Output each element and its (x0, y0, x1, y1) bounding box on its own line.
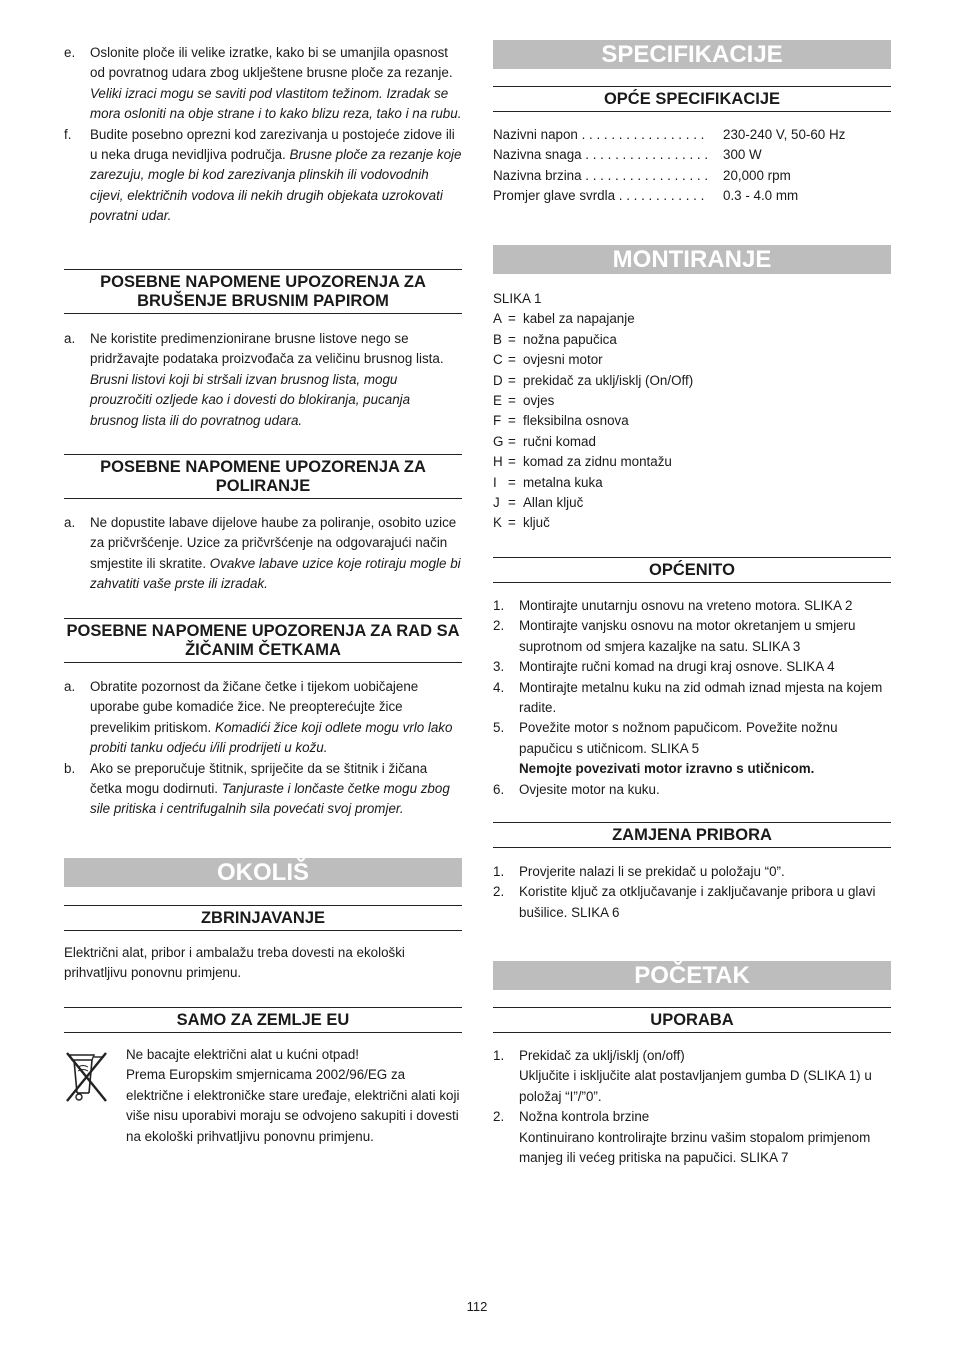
item-text: Ne dopustite labave dijelove haube za poliranje, osobito uzice za pričvršćenje. Uzice za pričvršćenje na odgovarajući način smjestite ili skratite. (90, 515, 457, 571)
item-text: Montirajte unutarnju osnovu na vreteno motora. SLIKA 2 (519, 598, 853, 613)
spec-label: Nazivna snaga . . . . . . . . . . . . . . . . . (493, 147, 709, 163)
equals-sign: = (508, 393, 516, 409)
list-item (493, 882, 891, 923)
key-row (493, 371, 891, 391)
list-item (64, 329, 462, 431)
spec-row (493, 125, 891, 145)
general-specs-heading: OPĆE SPECIFIKACIJE (493, 86, 891, 112)
equals-sign: = (508, 352, 516, 368)
list-item (493, 657, 891, 677)
key-row (493, 350, 891, 370)
use-heading: UPORABA (493, 1007, 891, 1033)
list-item (64, 125, 462, 227)
item-text: Montirajte metalnu kuku na zid odmah iznad mjesta na kojem radite. (519, 679, 883, 716)
spec-label: Nazivni napon . . . . . . . . . . . . . . . . . (493, 127, 705, 142)
list-item (64, 759, 462, 820)
spec-value: 230-240 V, 50-60 Hz (723, 127, 846, 142)
polishing-heading: POSEBNE NAPOMENE UPOZORENJA ZA POLIRANJE (64, 454, 462, 499)
parts-key-list (493, 289, 891, 534)
list-item (493, 780, 891, 800)
list-marker: 3. (493, 659, 505, 675)
general-heading: OPĆENITO (493, 557, 891, 583)
item-text: Montirajte vanjsku osnovu na motor okretanjem u smjeru suprotnom od smjera kazaljke na satu. SLIKA 3 (519, 618, 856, 654)
environment-section-bar: OKOLIŠ (64, 858, 462, 887)
mounting-section-bar: MONTIRANJE (493, 245, 891, 274)
wire-brush-heading: POSEBNE NAPOMENE UPOZORENJA ZA RAD SA ŽIČANIM ČETKAMA (64, 618, 462, 663)
key-letter: C (493, 352, 503, 368)
item-text: Budite posebno oprezni kod zarezivanja u postojeće zidove ili u neka druga nevidljiva područja. (90, 126, 455, 163)
list-marker: 2. (493, 884, 505, 900)
key-description: komad za zidnu montažu (523, 454, 672, 470)
equals-sign: = (508, 515, 516, 531)
item-warning-italic: Tanjuraste i lončaste četke mogu zbog sile pritiska i centrifugalnih sila povećati svoj promjer. (90, 781, 450, 817)
key-description: ovjes (523, 393, 555, 409)
equals-sign: = (508, 311, 516, 327)
key-letter: F (493, 413, 502, 429)
item-warning-italic: Ovakve labave uzice koje rotiraju mogle bi zahvatiti vaše prste ili izradak. (90, 555, 461, 592)
sanding-list (64, 329, 462, 431)
item-text: Povežite motor s nožnom papučicom. Povežite nožnu papučicu s utičnicom. SLIKA 5 (519, 720, 838, 756)
spec-label: Nazivna brzina . . . . . . . . . . . . . . . . . (493, 167, 709, 183)
list-marker: a. (64, 515, 76, 530)
list-item (493, 718, 891, 779)
item-text: Obratite pozornost da žičane četke i tijekom uobičajene uporabe gube komadiće žice. Ne preopterećujte žice prevelikim pritiskom. (90, 679, 419, 735)
intro-list (64, 43, 462, 227)
equals-sign: = (508, 474, 516, 490)
equals-sign: = (508, 372, 516, 388)
key-letter: B (493, 331, 502, 347)
spec-table (493, 125, 891, 207)
spec-row (493, 166, 891, 186)
key-row (493, 493, 891, 513)
list-item (493, 1046, 891, 1107)
item-text: Uključite i isključite alat postavljanjem gumba D (SLIKA 1) u položaj “I”/”0”. (519, 1068, 872, 1104)
key-letter: I (493, 474, 497, 490)
list-marker: 4. (493, 679, 505, 695)
eu-only-heading: SAMO ZA ZEMLJE EU (64, 1007, 462, 1033)
wire-brush-list (64, 677, 462, 820)
use-steps (493, 1046, 891, 1168)
list-item (64, 513, 462, 595)
item-text: Ovjesite motor na kuku. (519, 781, 660, 797)
list-marker: 2. (493, 1109, 505, 1125)
key-description: Allan ključ (523, 495, 584, 511)
list-marker: 1. (493, 864, 505, 879)
specifications-section-bar: SPECIFIKACIJE (493, 40, 891, 69)
key-description: ključ (523, 515, 550, 531)
equals-sign: = (508, 495, 516, 511)
key-row (493, 330, 891, 350)
list-item (64, 677, 462, 759)
key-description: fleksibilna osnova (523, 413, 629, 429)
list-item (493, 862, 891, 882)
list-marker: a. (64, 679, 76, 694)
item-text: Kontinuirano kontrolirajte brzinu vašim stopalom primjenom manjeg ili većeg pritiska na papučici. SLIKA 7 (519, 1129, 871, 1166)
item-title: Prekidač za uklj/isklj (on/off) (519, 1048, 685, 1063)
disposal-heading: ZBRINJAVANJE (64, 905, 462, 931)
spec-row (493, 186, 891, 206)
figure-reference: SLIKA 1 (493, 291, 542, 306)
item-bold-warning: Nemojte povezivati motor izravno s utičnicom. (519, 761, 815, 777)
list-item (493, 616, 891, 657)
key-description: nožna papučica (523, 331, 617, 347)
equals-sign: = (508, 433, 516, 449)
key-description: prekidač za uklj/isklj (On/Off) (523, 372, 694, 388)
key-letter: H (493, 454, 503, 470)
key-letter: A (493, 311, 502, 327)
list-marker: 1. (493, 1048, 505, 1063)
equals-sign: = (508, 413, 516, 429)
eu-warning-line: Ne bacajte električni alat u kućni otpad! (126, 1047, 359, 1062)
item-text: Ako se preporučuje štitnik, spriječite da se štitnik i žičana četka mogu dodirnuti. (90, 760, 428, 797)
key-row (493, 309, 891, 329)
list-marker: a. (64, 331, 76, 346)
spec-value: 0.3 - 4.0 mm (723, 188, 799, 204)
item-text: Koristite ključ za otključavanje i zaključavanje pribora u glavi bušilice. SLIKA 6 (519, 884, 876, 920)
accessory-steps (493, 862, 891, 923)
item-warning-italic: Brusne ploče za rezanje koje zarezuju, mogle bi kod zarezivanja plinskih ili vodovodnih cijevi, električnih vodova ili nekih drugih objekata uzrokovati povratni udar. (90, 147, 462, 224)
item-warning-italic: Komadići žice koji odlete mogu vrlo lako probiti tanku odjeću i/ili prodrijeti u kožu. (90, 719, 453, 756)
eu-disposal-block (64, 1045, 462, 1147)
list-marker: f. (64, 126, 72, 142)
spec-label: Promjer glave svrdla . . . . . . . . . . . . (493, 188, 705, 204)
eu-directive-text: Prema Europskim smjernicama 2002/96/EG za električne i elektroničke stare uređaje, električni alati koji više nisu uporabivi moraju se odvojeno sakupiti i dovesti na ekološki prihvatljivu ponovnu primjenu. (126, 1067, 460, 1144)
disposal-text: Električni alat, pribor i ambalažu treba dovesti na ekološki prihvatljivu ponovnu primjenu. (64, 945, 405, 981)
key-description: kabel za napajanje (523, 311, 635, 327)
spec-row (493, 145, 891, 165)
key-letter: E (493, 393, 502, 409)
sanding-heading: POSEBNE NAPOMENE UPOZORENJA ZA BRUŠENJE BRUSNIM PAPIROM (64, 269, 462, 314)
key-row (493, 391, 891, 411)
item-text: Ne koristite predimenzionirane brusne listove nego se pridržavajte podataka proizvođača za veličinu brusnog lista. (90, 331, 444, 367)
spec-value: 20,000 rpm (723, 167, 791, 183)
key-row (493, 452, 891, 472)
key-letter: D (493, 372, 503, 388)
start-section-bar: POČETAK (493, 961, 891, 990)
list-item (64, 43, 462, 125)
item-text: Oslonite ploče ili velike izratke, kako bi se umanjila opasnost od povratnog udara zbog uklještene brusne ploče za rezanje. (90, 45, 453, 81)
key-row (493, 473, 891, 493)
key-description: ručni komad (523, 433, 596, 449)
key-row (493, 513, 891, 533)
item-warning-italic: Veliki izraci mogu se saviti pod vlastitom težinom. Izradak se mora osloniti na obje strane i to kako blizu reza, tako i na rubu. (90, 85, 462, 122)
accessory-change-heading: ZAMJENA PRIBORA (493, 822, 891, 848)
page-number: 112 (466, 1299, 488, 1314)
equals-sign: = (508, 454, 516, 470)
key-letter: G (493, 433, 504, 449)
list-item (493, 596, 891, 616)
key-row (493, 411, 891, 431)
list-item (493, 678, 891, 719)
list-item (493, 1107, 891, 1168)
key-description: metalna kuka (523, 474, 603, 490)
key-description: ovjesni motor (523, 352, 603, 368)
list-marker: 5. (493, 720, 505, 736)
list-marker: e. (64, 45, 76, 60)
list-marker: 2. (493, 618, 505, 634)
eu-disposal-text (120, 1045, 462, 1147)
spec-value: 300 W (723, 147, 762, 163)
item-text: Provjerite nalazi li se prekidač u položaju “0”. (519, 864, 785, 879)
list-marker: 1. (493, 598, 505, 613)
key-letter: K (493, 515, 502, 531)
item-title: Nožna kontrola brzine (519, 1109, 650, 1125)
key-letter: J (493, 495, 500, 511)
mounting-steps (493, 596, 891, 800)
polishing-list (64, 513, 462, 595)
crossed-out-wheelie-bin-icon (64, 1045, 120, 1147)
list-marker: b. (64, 760, 76, 776)
key-row (493, 432, 891, 452)
item-warning-italic: Brusni listovi koji bi stršali izvan brusnog lista, mogu prouzročiti ozljede kao i dovesti do blokiranja, pucanja brusnog lista ili do povratnog udara. (90, 371, 411, 428)
item-text: Montirajte ručni komad na drugi kraj osnove. SLIKA 4 (519, 659, 835, 675)
equals-sign: = (508, 331, 516, 347)
list-marker: 6. (493, 781, 505, 797)
